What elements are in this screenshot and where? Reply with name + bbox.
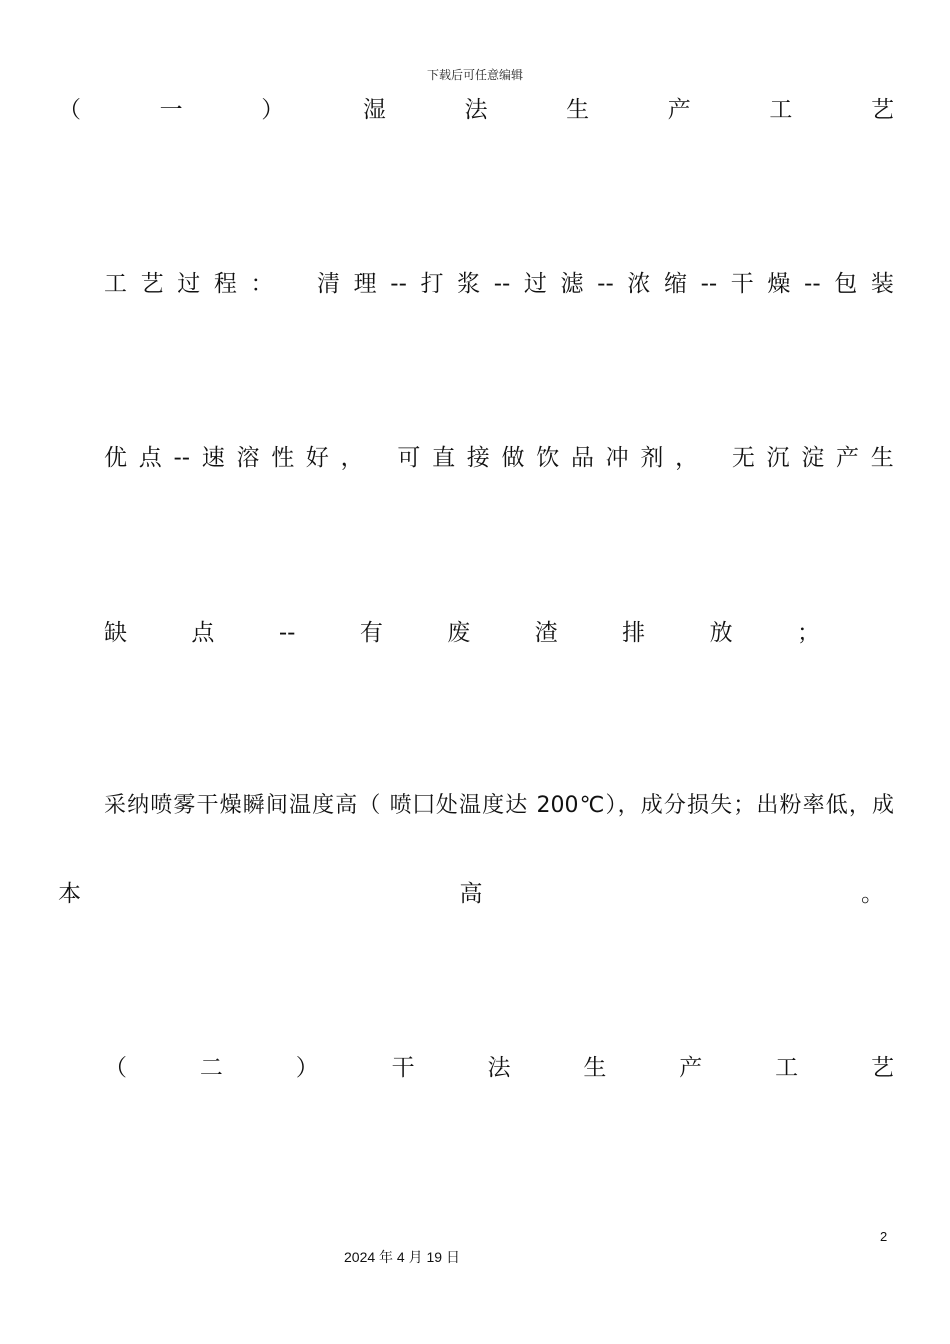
advantage-char: 产 xyxy=(835,445,859,471)
process-char: 清 xyxy=(317,271,341,297)
process-char: 程 xyxy=(213,271,237,297)
advantage-char: 品 xyxy=(570,445,594,471)
disadvantage-char: 有 xyxy=(359,620,383,646)
advantage-char: 点 xyxy=(138,445,162,471)
heading-char: 一 xyxy=(159,97,183,123)
note-char: 本 xyxy=(58,881,81,907)
heading-char: 干 xyxy=(391,1055,415,1081)
heading-char: （ xyxy=(58,97,81,123)
note-char: 高 xyxy=(459,881,483,907)
disadvantage-char: 渣 xyxy=(534,620,558,646)
advantage-char: 可 xyxy=(397,445,421,471)
advantage-char: 无 xyxy=(731,445,755,471)
disadvantage-char: 放 xyxy=(709,620,733,646)
advantage-char: 性 xyxy=(271,445,295,471)
process-char: -- xyxy=(700,271,718,297)
process-char: 包 xyxy=(834,271,858,297)
section-heading-dry-process xyxy=(104,1053,894,1083)
advantages-line xyxy=(104,443,894,473)
process-line xyxy=(104,269,894,299)
process-char: 过 xyxy=(523,271,547,297)
heading-char: 生 xyxy=(583,1055,607,1081)
process-char: 工 xyxy=(104,271,127,297)
process-char: 理 xyxy=(353,271,377,297)
disadvantage-char: 排 xyxy=(622,620,646,646)
page-header: 下载后可任意编辑 xyxy=(426,68,523,82)
advantage-char: ， xyxy=(675,445,699,471)
advantage-char: ， xyxy=(340,445,364,471)
process-char: 过 xyxy=(177,271,201,297)
advantage-char: 剂 xyxy=(640,445,664,471)
section-heading-wet-process xyxy=(58,95,894,125)
advantage-char: 接 xyxy=(466,445,490,471)
process-char: -- xyxy=(804,271,821,297)
heading-char: 艺 xyxy=(871,1055,894,1081)
footer-date: 2024 年 4 月 19 日 xyxy=(344,1249,460,1265)
disadvantages-line xyxy=(104,618,820,648)
process-char: 艺 xyxy=(140,271,164,297)
advantage-char: 好 xyxy=(305,445,329,471)
process-char: 装 xyxy=(870,271,894,297)
disadvantage-char: ； xyxy=(796,620,820,646)
heading-char: ） xyxy=(295,1055,319,1081)
heading-char: 产 xyxy=(679,1055,703,1081)
note-char: 。 xyxy=(861,881,884,907)
advantage-char: 优 xyxy=(104,445,127,471)
heading-char: 艺 xyxy=(871,97,894,123)
heading-char: 产 xyxy=(667,97,691,123)
heading-char: 法 xyxy=(464,97,488,123)
disadvantage-char: 缺 xyxy=(104,620,127,646)
advantage-char: 溶 xyxy=(236,445,260,471)
advantage-char: -- xyxy=(173,445,191,471)
process-char: 浆 xyxy=(457,271,481,297)
process-char: 干 xyxy=(730,271,754,297)
advantage-char: 生 xyxy=(870,445,894,471)
process-char: 缩 xyxy=(663,271,687,297)
process-char: 燥 xyxy=(767,271,791,297)
disadvantage-char: -- xyxy=(278,620,296,646)
heading-char: 生 xyxy=(566,97,590,123)
heading-char: ） xyxy=(261,97,285,123)
heading-char: （ xyxy=(104,1055,127,1081)
disadvantage-char: 点 xyxy=(191,620,215,646)
advantage-char: 淀 xyxy=(801,445,825,471)
advantage-char: 沉 xyxy=(766,445,790,471)
advantage-char: 做 xyxy=(501,445,525,471)
advantage-char: 饮 xyxy=(536,445,560,471)
process-char: ： xyxy=(250,271,274,297)
note-line-1: 采纳喷雾干燥瞬间温度高（ 喷囗处温度达 200℃），成分损失；出粉率低，成 xyxy=(104,793,894,818)
advantage-char: 直 xyxy=(432,445,456,471)
disadvantage-char: 废 xyxy=(447,620,471,646)
advantage-char: 速 xyxy=(201,445,225,471)
process-char: 打 xyxy=(420,271,444,297)
heading-char: 工 xyxy=(775,1055,799,1081)
heading-char: 法 xyxy=(487,1055,511,1081)
heading-char: 工 xyxy=(769,97,793,123)
process-char: -- xyxy=(597,271,614,297)
process-char: 浓 xyxy=(627,271,651,297)
process-char: 滤 xyxy=(560,271,584,297)
heading-char: 湿 xyxy=(362,97,386,123)
page-number: 2 xyxy=(880,1229,888,1244)
process-char: -- xyxy=(493,271,511,297)
advantage-char: 冲 xyxy=(605,445,629,471)
heading-char: 二 xyxy=(199,1055,223,1081)
process-char: -- xyxy=(390,271,407,297)
note-line-2 xyxy=(58,879,884,909)
